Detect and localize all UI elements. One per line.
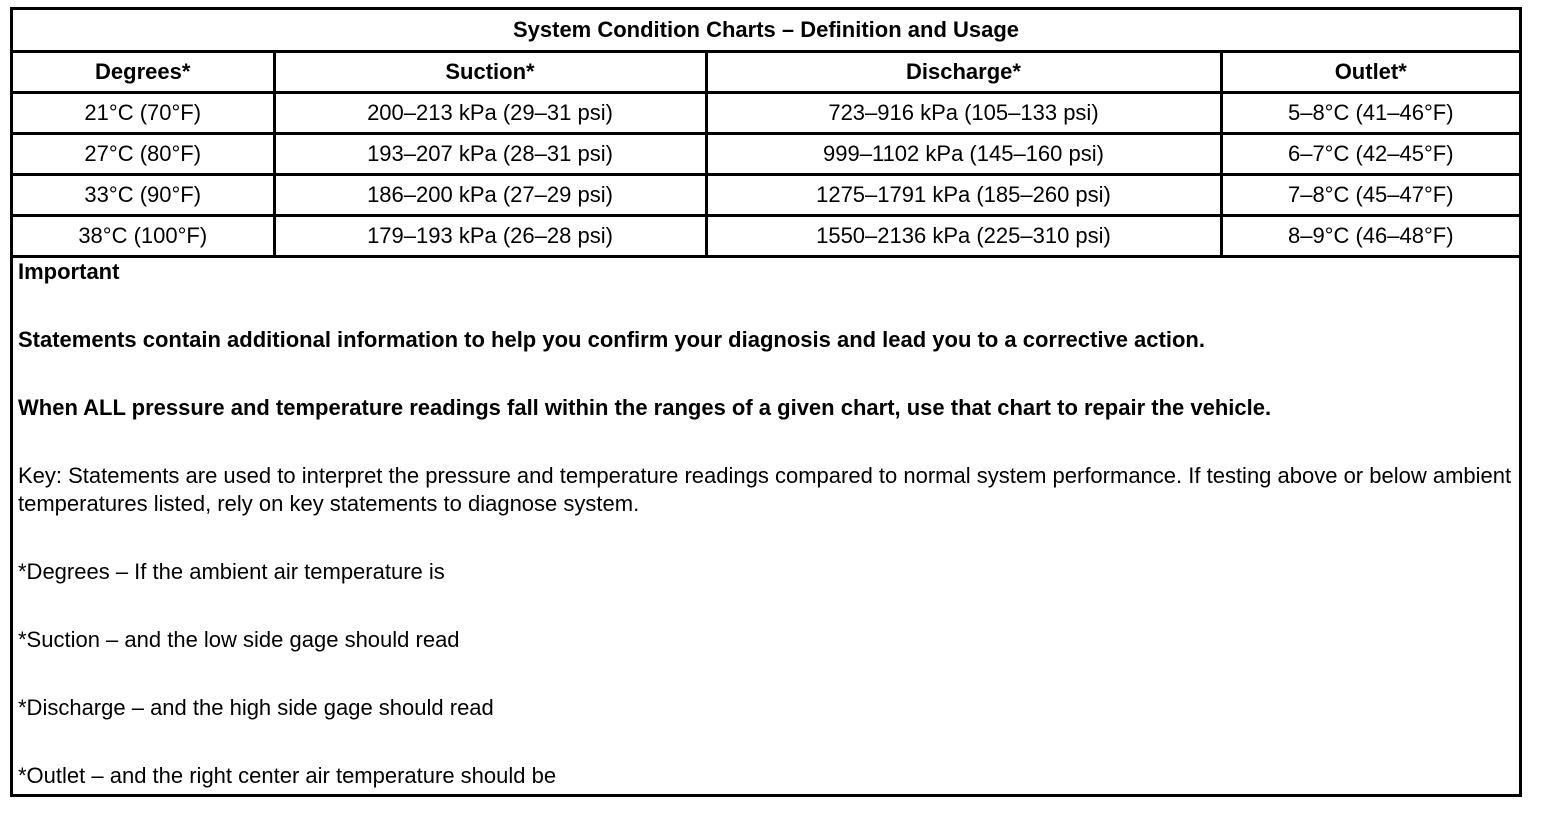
cell-suction: 200–213 kPa (29–31 psi) [274, 92, 706, 133]
important-heading: Important [18, 259, 120, 284]
column-header-discharge: Discharge* [706, 51, 1221, 92]
statement-chart-usage: When ALL pressure and temperature readings fall within the ranges of a given chart, use that chart to repair the vehicle. [18, 395, 1272, 420]
cell-discharge: 999–1102 kPa (145–160 psi) [706, 133, 1221, 174]
footnote-outlet: *Outlet – and the right center air temperature should be [18, 763, 557, 788]
cell-suction: 179–193 kPa (26–28 psi) [274, 215, 706, 256]
cell-discharge: 723–916 kPa (105–133 psi) [706, 92, 1221, 133]
cell-degrees: 38°C (100°F) [13, 215, 274, 256]
cell-outlet: 8–9°C (46–48°F) [1221, 215, 1519, 256]
column-header-suction: Suction* [274, 51, 706, 92]
column-header-outlet: Outlet* [1221, 51, 1519, 92]
condition-table [13, 10, 1519, 258]
cell-outlet: 6–7°C (42–45°F) [1221, 133, 1519, 174]
table-row [13, 215, 1519, 256]
cell-suction: 186–200 kPa (27–29 psi) [274, 174, 706, 215]
table-title: System Condition Charts – Definition and Usage [13, 10, 1519, 51]
table-row [13, 92, 1519, 133]
system-condition-chart [10, 7, 1522, 797]
statement-diagnosis: Statements contain additional information to help you confirm your diagnosis and lead you to a corrective action. [18, 327, 1205, 352]
notes-section [18, 258, 1518, 830]
key-statement: Key: Statements are used to interpret the pressure and temperature readings compared to normal system performance. If testing above or below ambient temperatures listed, rely on key statements to diagnose system. [18, 463, 1512, 516]
cell-suction: 193–207 kPa (28–31 psi) [274, 133, 706, 174]
title-row [13, 10, 1519, 51]
footnote-discharge: *Discharge – and the high side gage should read [18, 695, 494, 720]
cell-discharge: 1275–1791 kPa (185–260 psi) [706, 174, 1221, 215]
table-row [13, 174, 1519, 215]
footnote-degrees: *Degrees – If the ambient air temperature is [18, 559, 445, 584]
cell-degrees: 21°C (70°F) [13, 92, 274, 133]
cell-discharge: 1550–2136 kPa (225–310 psi) [706, 215, 1221, 256]
table-row [13, 133, 1519, 174]
cell-outlet: 5–8°C (41–46°F) [1221, 92, 1519, 133]
header-row [13, 51, 1519, 92]
cell-degrees: 33°C (90°F) [13, 174, 274, 215]
footnote-suction: *Suction – and the low side gage should read [18, 627, 460, 652]
cell-degrees: 27°C (80°F) [13, 133, 274, 174]
cell-outlet: 7–8°C (45–47°F) [1221, 174, 1519, 215]
column-header-degrees: Degrees* [13, 51, 274, 92]
